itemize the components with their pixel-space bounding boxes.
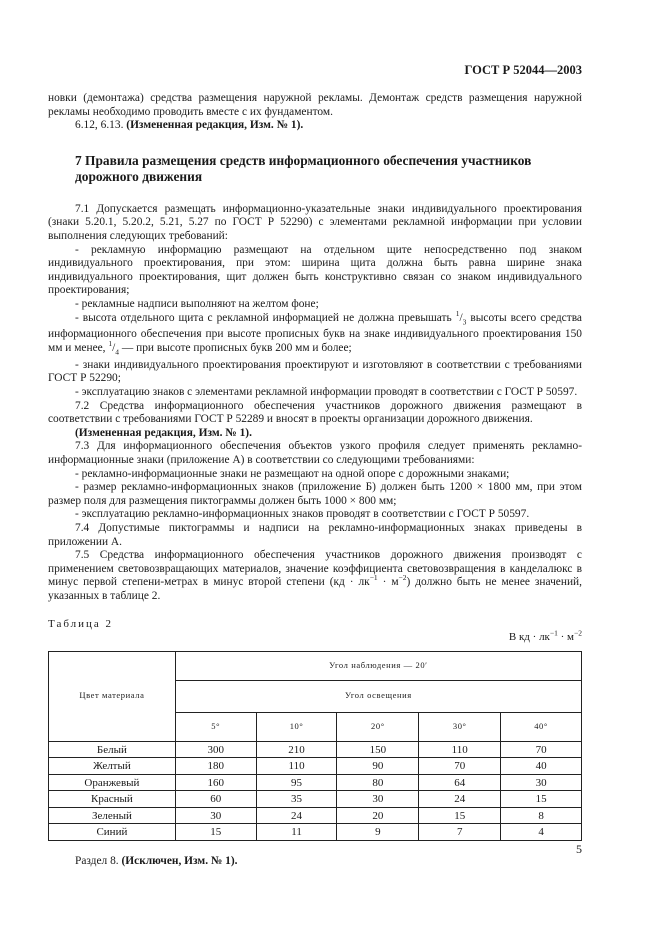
value-cell: 30 [337, 791, 419, 808]
list-item: - размер рекламно-информационных знаков (приложение Б) должен быть 1200 × 1800 мм, при этом размер поля для размещения пиктограммы должен быть 1000 × 800 мм; [48, 481, 582, 507]
value-cell: 15 [175, 824, 256, 841]
color-name-cell: Желтый [49, 758, 176, 775]
exclusion-note: (Исключен, Изм. № 1). [121, 854, 238, 867]
text-run: ) должно быть не менее значений, указанных в таблице 2. [48, 576, 582, 602]
list-item: - рекламно-информационные знаки не размещают на одной опоре с дорожными знаками; [75, 467, 510, 480]
retroreflection-table [48, 651, 582, 841]
value-cell: 210 [256, 741, 337, 758]
value-cell: 90 [337, 758, 419, 775]
paragraph-amendment [48, 119, 582, 133]
angle-header: 30° [419, 712, 501, 741]
clause-ref: 6.12, 6.13. [75, 119, 124, 132]
paragraph: 7.3 Для информационного обеспечения объектов узкого профиля следует применять рекламно-информационные знаки (приложение А) в соответствии со следующими требованиями: [48, 440, 582, 467]
document-id-header: ГОСТ Р 52044—2003 [464, 63, 582, 77]
text-run: — при высоте прописных букв 200 мм и более; [119, 342, 352, 354]
list-item: - эксплуатацию знаков с элементами рекламной информации проводят в соответствии с ГОСТ Р 50597. [75, 386, 578, 399]
value-cell: 7 [419, 824, 501, 841]
amendment-note: (Измененная редакция, Изм. № 1). [126, 119, 304, 132]
superscript: −2 [398, 573, 407, 583]
value-cell: 30 [501, 774, 582, 791]
superscript: −1 [549, 628, 558, 638]
text-run: высоты всего средства информационного обеспечения при высоте прописных букв на знаке индивидуального проектирования 150 мм и менее, [48, 311, 582, 354]
value-cell: 35 [256, 791, 337, 808]
text-run: 7.5 Средства информационного обеспечения участников дорожного движения производят с применением световозвращающих материалов, значение коэффициента световозвращения в канделалюкс в минус первой степени-метрах в минус второй степени (кд · лк [48, 549, 582, 589]
table-row [49, 791, 582, 808]
paragraph: 7.1 Допускается размещать информационно-указательные знаки индивидуального проектирования (знаки 5.20.1, 5.20.2, 5.21, 5.27 по ГОСТ Р 52290) с элементами рекламной информации при условии выполнения следующих требований: [48, 202, 582, 242]
superscript: −2 [574, 628, 582, 638]
fraction-numerator: 1 [108, 339, 113, 349]
value-cell: 4 [501, 824, 582, 841]
text-run: · м [377, 576, 399, 589]
table-row [49, 741, 582, 758]
fraction-denominator: 3 [462, 316, 467, 326]
text-run: В кд · лк [508, 631, 550, 644]
list-item: - знаки индивидуального проектирования проектируют и изготовляют в соответствии с требованиями ГОСТ Р 52290; [48, 358, 582, 385]
value-cell: 15 [419, 807, 501, 824]
color-name-cell: Оранжевый [49, 774, 176, 791]
paragraph: 7.4 Допустимые пиктограммы и надписи на рекламно-информационных знаках приведены в приложении А. [48, 522, 582, 548]
list-item: - рекламные надписи выполняют на желтом фоне; [75, 297, 319, 310]
value-cell: 15 [501, 791, 582, 808]
paragraph [48, 549, 582, 603]
value-cell: 70 [501, 741, 582, 758]
angle-header: 40° [501, 712, 582, 741]
list-item: - высота отдельного щита с рекламной информацией не должна превышать $^1/_3$ высоты всего средства информационного обеспечения при высоте прописных букв на знаке индивидуального проектирования 150 мм и менее, $^1/_4$ — при высоте прописных букв 200 мм и более; [48, 308, 582, 357]
value-cell: 95 [256, 774, 337, 791]
table-unit [48, 628, 582, 645]
value-cell: 30 [175, 807, 256, 824]
angle-header: 20° [337, 712, 419, 741]
list-item: - эксплуатацию рекламно-информационных знаков проводят в соответствии с ГОСТ Р 50597. [75, 508, 530, 521]
superscript: −1 [369, 573, 378, 583]
value-cell: 110 [419, 741, 501, 758]
value-cell: 20 [337, 807, 419, 824]
table-row [49, 807, 582, 824]
value-cell: 180 [175, 758, 256, 775]
section-ref: Раздел 8. [75, 854, 119, 867]
value-cell: 110 [256, 758, 337, 775]
value-cell: 80 [337, 774, 419, 791]
table-label: Таблица 2 [48, 617, 114, 630]
table-row [49, 774, 582, 791]
color-name-cell: Зеленый [49, 807, 176, 824]
value-cell: 8 [501, 807, 582, 824]
value-cell: 70 [419, 758, 501, 775]
value-cell: 64 [419, 774, 501, 791]
value-cell: 24 [419, 791, 501, 808]
color-name-cell: Белый [49, 741, 176, 758]
value-cell: 300 [175, 741, 256, 758]
value-cell: 60 [175, 791, 256, 808]
paragraph: новки (демонтажа) средства размещения наружной рекламы. Демонтаж средств размещения наружной рекламы необходимо проводить вместе с их фундаментом. [48, 92, 582, 118]
angle-header: 10° [256, 712, 337, 741]
list-item: - рекламную информацию размещают на отдельном щите непосредственно под знаком индивидуального проектирования, при этом: ширина щита должна быть равна ширине знака индивидуального проектирования, щит должен быть конструктивно связан со знаком индивидуального проектирования; [48, 243, 582, 297]
value-cell: 24 [256, 807, 337, 824]
page-number: 5 [576, 842, 582, 856]
paragraph: 7.2 Средства информационного обеспечения участников дорожного движения размещают в соответствии с требованиями ГОСТ Р 52289 и вносят в проекты организации дорожного движения. [48, 399, 582, 426]
value-cell: 150 [337, 741, 419, 758]
angle-header: 5° [175, 712, 256, 741]
value-cell: 160 [175, 774, 256, 791]
value-cell: 40 [501, 758, 582, 775]
fraction-denominator: 4 [115, 347, 120, 357]
amendment-note: (Измененная редакция, Изм. № 1). [75, 426, 252, 439]
table-row [49, 824, 582, 841]
text-run: - высота отдельного щита с рекламной информацией не должна превышать [75, 311, 456, 324]
text-run: · м [557, 631, 575, 644]
table-header-row [49, 651, 582, 680]
section-title: 7 Правила размещения средств информационного обеспечения участников дорожного движения [75, 152, 532, 184]
table-row [49, 758, 582, 775]
color-name-cell: Синий [49, 824, 176, 841]
color-name-cell: Красный [49, 791, 176, 808]
illumination-angle-header: Угол освещения [175, 680, 581, 712]
value-cell: 11 [256, 824, 337, 841]
paragraph-excluded [48, 855, 582, 869]
page-content [48, 92, 582, 868]
color-column-header: Цвет материала [49, 651, 176, 741]
fraction-numerator: 1 [455, 308, 460, 318]
value-cell: 9 [337, 824, 419, 841]
observation-angle-header: Угол наблюдения — 20′ [175, 651, 581, 680]
